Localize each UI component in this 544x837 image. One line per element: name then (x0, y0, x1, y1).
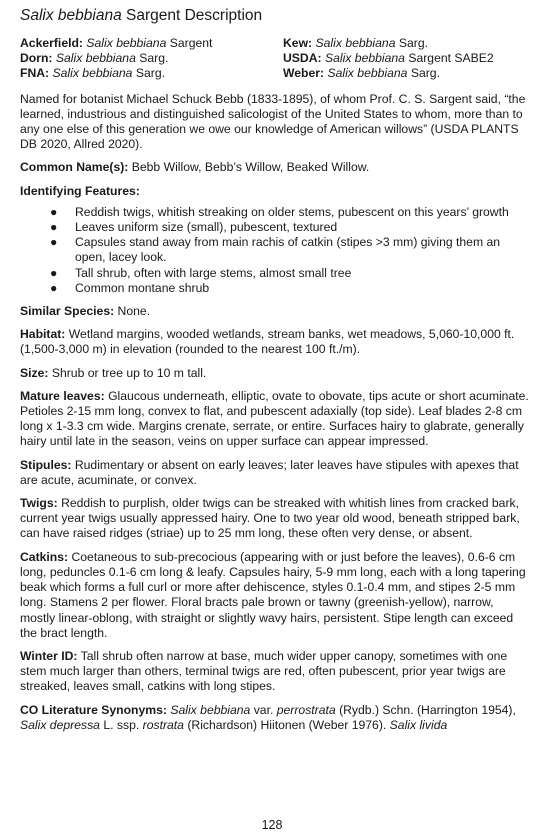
bullet-icon: ● (50, 280, 58, 295)
name-weber: Weber: Salix bebbiana Sarg. (283, 66, 440, 81)
title-rest: Sargent Description (121, 7, 263, 24)
common-names: Common Name(s): Bebb Willow, Bebb’s Willow, Beaked Willow. (20, 160, 370, 175)
name-dorn: Dorn: Salix bebbiana Sarg. (20, 51, 169, 66)
list-item: ● Capsules stand away from main rachis of catkin (stipes >3 mm) giving them an open, lacey look. (50, 235, 501, 265)
features-list (20, 205, 530, 296)
list-item: ● Reddish twigs, whitish streaking on older stems, pubescent on this years’ growth (50, 204, 509, 219)
document-page (20, 6, 530, 741)
page-number: 128 (261, 818, 283, 832)
intro-paragraph: Named for botanist Michael Schuck Bebb (1833-1895), of whom Prof. C. S. Sargent said, “the learned, industrious and distinguished salicologist of the United States to whom, more than to any one else of this generation we owe our knowledge of American willows” (USDA PLANTS DB 2020, Allred 2020). (20, 91, 526, 152)
name-usda: USDA: Salix bebbiana Sargent SABE2 (283, 51, 494, 66)
size: Size: Shrub or tree up to 10 m tall. (20, 365, 207, 380)
stipules: Stipules: Rudimentary or absent on early leaves; later leaves have stipules with apexes that are acute, acuminate, or convex. (20, 457, 519, 487)
name-fna: FNA: Salix bebbiana Sarg. (20, 66, 165, 81)
literature-synonyms: CO Literature Synonyms: Salix bebbiana var. perrostrata (Rydb.) Schn. (Harrington 1954), Salix depressa L. ssp. rostrata (Richardson) Hiitonen (Weber 1976). Salix livida (20, 702, 516, 732)
bullet-icon: ● (50, 220, 58, 235)
bullet-icon: ● (50, 235, 58, 250)
identifying-features (20, 184, 530, 296)
catkins: Catkins: Coetaneous to sub-precocious (appearing with or just before the leaves), 0.6-6 cm long, peduncles 0.1-6 cm long & leafy. Capsules hairy, 5-9 mm long, each with a long tapering beak which forms a full curl or more after dehiscence, styles 0.1-0.4 mm, and stipes 2-5 mm long. Stamens 2 per flower. Floral bracts pale brown or tawny (greenish-yellow), narrow, mostly linear-oblong, with straight or slightly wavy hairs, persistent. Stipe length can exceed the bract length. (20, 549, 526, 640)
list-item: ● Tall shrub, often with large stems, almost small tree (50, 265, 352, 280)
bullet-icon: ● (50, 265, 58, 280)
page-title (20, 6, 530, 26)
name-ackerfield: Ackerfield: Salix bebbiana Sargent (20, 36, 213, 50)
title-species: Salix bebbiana (20, 7, 122, 24)
winter-id: Winter ID: Tall shrub often narrow at base, much wider upper canopy, sometimes with one stem much larger than others, terminal twigs are red, often pubescent, prior year twigs are streaked, leaves small, catkins with long stipes. (20, 648, 508, 694)
name-kew: Kew: Salix bebbiana Sarg. (283, 36, 429, 50)
authority-names (20, 36, 530, 82)
bullet-icon: ● (50, 204, 58, 219)
twigs: Twigs: Reddish to purplish, older twigs can be streaked with whitish lines from cracked bark, current year twigs usually appressed hairy. One to two year old wood, beneath stripped bark, can have raised ridges (striae) up to 25 mm long, these often very dense, or absent. (20, 496, 520, 541)
similar-species: Similar Species: None. (20, 304, 151, 319)
mature-leaves: Mature leaves: Glaucous underneath, elliptic, ovate to obovate, tips acute or short acuminate. Petioles 2-15 mm long, convex to flat, and pubescent adaxially (top side). Leaf blades 2-8 cm long x 1-3.3 cm wide. Margins crenate, serrate, or entire. Surfaces hairy to glabrate, generally hairy until late in the season, veins on upper surface can appear impressed. (20, 388, 529, 449)
habitat: Habitat: Wetland margins, wooded wetlands, stream banks, wet meadows, 5,060-10,000 ft. (1,500-3,000 m) in elevation (rounded to the nearest 100 ft./m). (20, 327, 515, 357)
list-item: ● Leaves uniform size (small), pubescent, textured (50, 220, 338, 235)
features-heading: Identifying Features: (20, 183, 140, 198)
list-item: ● Common montane shrub (50, 280, 210, 295)
